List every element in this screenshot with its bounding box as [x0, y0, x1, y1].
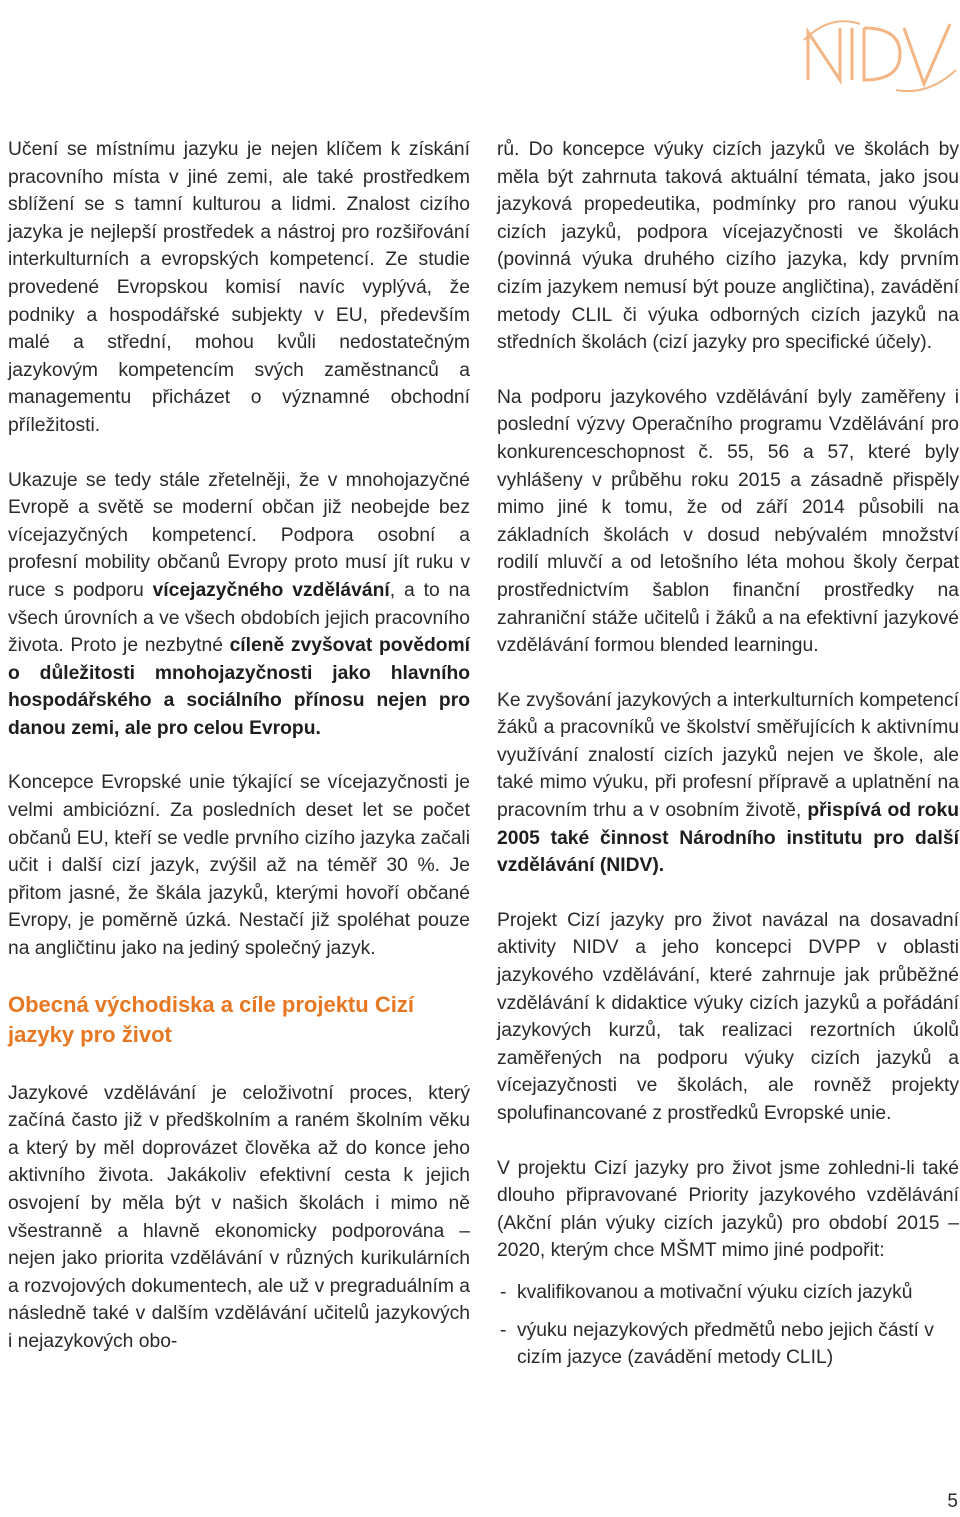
paragraph-eu-concept — [8, 769, 470, 962]
text-run: Ukazuje se tedy stále zřetelněji, že v mnohojazyčné Evropě a světě se moderní občan již neobejde bez vícejazyčných kompetencí. Podpora osobní a profesní mobility občanů Evropy proto musí jít ruku v ruce s podporu — [8, 469, 470, 601]
nidv-logo — [800, 10, 960, 98]
paragraph-nidv — [497, 687, 959, 880]
text-run: V projektu Cizí jazyky pro život jsme zohledni-li také dlouho připravované Priority jazykového vzdělávání (Akční plán výuky cizích jazyků) pro období 2015 – 2020, kterým chce MŠMT mimo jiné podpořit: — [497, 1157, 959, 1262]
paragraph-priorities — [497, 1155, 959, 1265]
list-item: - výuku nejazykových předmětů nebo jejich částí v cizím jazyce (zavádění metody CLIL) — [497, 1317, 959, 1372]
paragraph-multilingual — [8, 467, 470, 743]
text-run: rů. Do koncepce výuky cizích jazyků ve školách by měla být zahrnuta taková aktuální témata, jako jsou jazyková propedeutika, podmínky pro ranou výuku cizích jazyků, podpora vícejazyčnosti ve školách (povinná výuka druhého cizího jazyka, kdy prvním cizím jazykem nemusí být pouze angličtina), zavádění metody CLIL či výuka odborných cizích jazyků na středních školách (cizí jazyky pro specifické účely). — [497, 139, 959, 354]
left-column — [8, 136, 470, 1383]
text-run: Učení se místnímu jazyku je nejen klíčem k získání pracovního místa v jiné zemi, ale také prostředkem sblížení se s tamní kulturou a lidmi. Znalost cizího jazyka je nejlepší prostředek a nástroj pro rozšiřování interkulturních a evropských kompetencí. Ze studie provedené Evropskou komisí navíc vyplývá, že podniky a hospodářské subjekty v EU, především malé a střední, mohou kvůli nedostatečným jazykovým kompetencím svých zaměstnanců a managementu přicházet o významné obchodní příležitosti. — [8, 139, 470, 436]
paragraph-project — [497, 907, 959, 1128]
logo-text: NIDV — [880, 96, 883, 97]
bold-run: přispívá od roku 2005 také činnost Národního institutu pro další vzdělávání (NIDV). — [497, 800, 959, 877]
paragraph-concept — [497, 136, 959, 357]
paragraph-lifelong — [8, 1080, 470, 1356]
text-run: Ke zvyšování jazykových a interkulturních kompetencí žáků a pracovníků ve školství směřujících k aktivnímu využívání znalostí cizích jazyků nejen ve škole, ale také mimo výuku, při profesní přípravě a uplatnění na pracovním trhu a v osobním životě, — [497, 689, 959, 822]
list-item: - kvalifikovanou a motivační výuku cizích jazyků — [497, 1279, 959, 1307]
text-run: Jazykové vzdělávání je celoživotní proces, který začíná často již v předškolním a raném školním věku a který by měl doprovázet člověka až do konce jeho aktivního života. Jakákoliv efektivní cesta k jejich osvojení by měla být v našich školách i mimo ně všestranně a hlavně ekonomicky podporována – nejen jako priorita vzdělávání v různých kurikulárních a rozvojových dokumentech, ale už v pregraduálním a následně také v dalším vzdělávání učitelů jazykových i nejazykových obo- — [8, 1082, 470, 1352]
text-run: Koncepce Evropské unie týkající se vícejazyčnosti je velmi ambiciózní. Za posledních deset let se počet občanů EU, kteří se vedle prvního cizího jazyka začali učit i další cizí jazyk, zvýšil až na téměř 30 %. Je přitom jasné, že škála jazyků, kterými hovoří občané Evropy, je poměrně úzká. Nestačí již spoléhat pouze na angličtinu jako na jediný společný jazyk. — [8, 772, 470, 960]
text-run: , a to na všech úrovních a ve všech obdobích jejich pracovního života. Proto je nezbytné — [8, 579, 470, 657]
paragraph-intro — [8, 136, 470, 440]
paragraph-op-vk — [497, 384, 959, 660]
right-column — [497, 136, 959, 1382]
priority-list — [497, 1279, 959, 1372]
text-run: Na podporu jazykového vzdělávání byly zaměřeny i poslední výzvy Operačního programu Vzdělávání pro konkurenceschopnost č. 55, 56 a 57, které byly vyhlášeny v průběhu roku 2015 a zásadně přispěly mimo jiné k tomu, že od září 2014 působili na základních školách v dosud nebývalém množství rodilí mluvčí a od letošního léta mohou školy čerpat prostřednictvím šablon finanční prostředky na zahraniční stáže učitelů i žáků a na efektivní jazykové vzdělávání formou blended learningu. — [497, 386, 959, 657]
section-heading: Obecná východiska a cíle projektu Cizí jazyky pro život — [8, 991, 414, 1047]
page-number: 5 — [947, 1491, 958, 1512]
bold-run: cíleně zvyšovat povědomí o důležitosti mnohojazyčnosti jako hlavního hospodářského a sociálního přínosu nejen pro danou zemi, ale pro celou Evropu. — [8, 635, 471, 739]
bold-run: vícejazyčného vzdělávání — [152, 579, 390, 601]
text-run: Projekt Cizí jazyky pro život navázal na dosavadní aktivity NIDV a jeho koncepci DVPP v oblasti jazykového vzdělávání, které zahrnuje jak průběžné vzdělávání k didaktice výuky cizích jazyků a pořádání jazykových kurzů, tak realizaci rezortních úkolů zaměřených na podporu výuky cizích jazyků a vícejazyčnosti ve školách, ale rovněž projekty spolufinancované z prostředků Evropské unie. — [497, 909, 959, 1124]
